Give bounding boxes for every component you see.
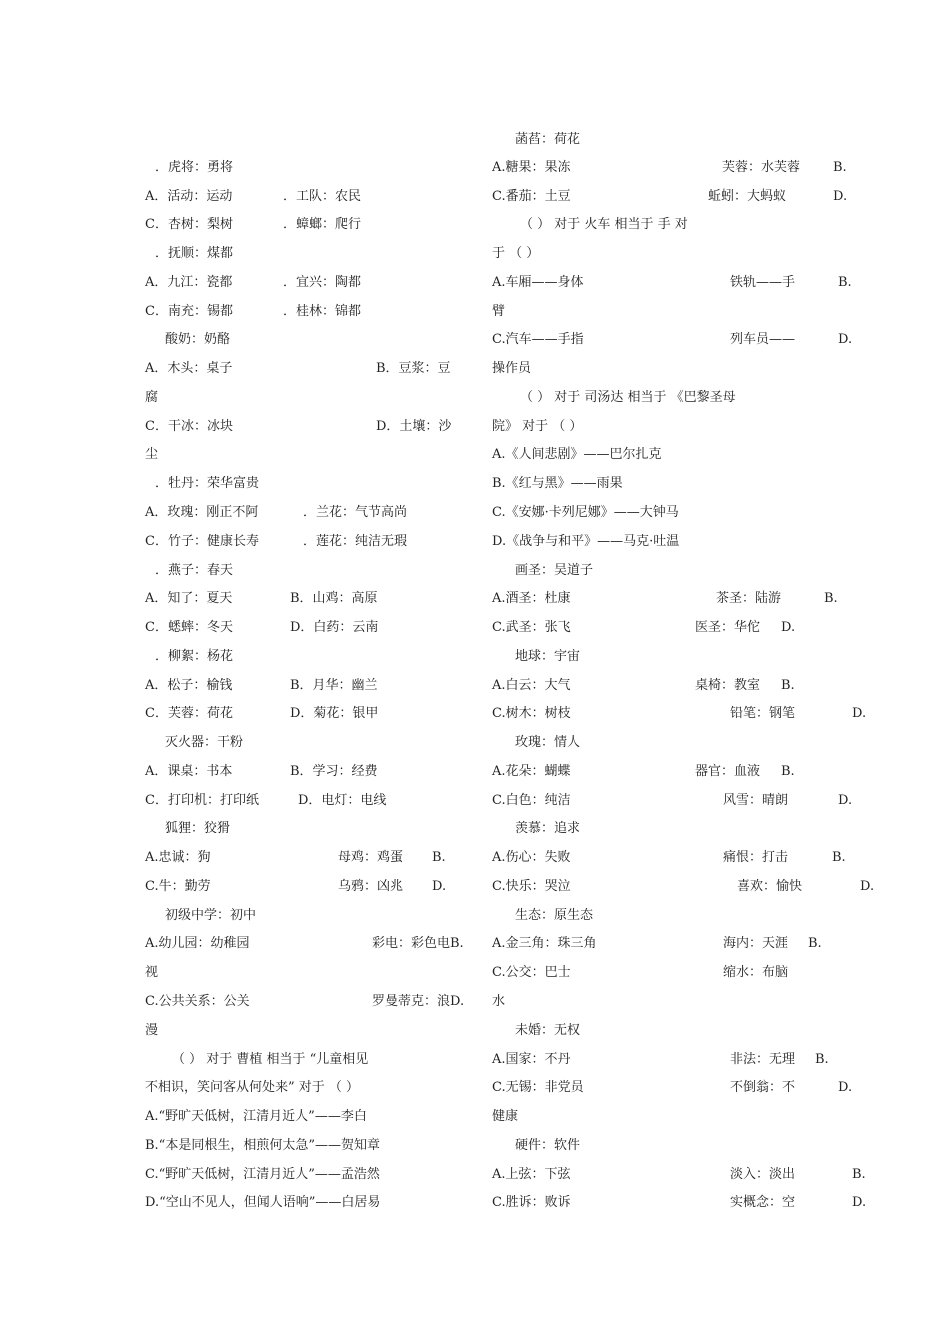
left-col-text-line: 狐狸：狡猾 bbox=[165, 821, 231, 836]
right-col-option-d: D. bbox=[852, 1195, 867, 1210]
right-col-option-a: A.车厢——身体 bbox=[492, 275, 584, 290]
right-col-text-line: 列车员—— bbox=[730, 332, 796, 347]
right-col-text-line: 臂 bbox=[492, 304, 506, 319]
left-col-text-line: 初级中学：初中 bbox=[165, 908, 257, 923]
left-col-option-a: A．活动：运动 bbox=[145, 189, 233, 204]
right-col-text-line: 芙蓉：水芙蓉 bbox=[722, 160, 801, 175]
left-col-option-b: B．月华：幽兰 bbox=[290, 678, 378, 693]
left-col-text-line: ．牡丹：荣华富贵 bbox=[155, 476, 260, 491]
right-col-text-line: 铅笔：钢笔 bbox=[730, 706, 796, 721]
right-col-text-line: 医圣：华佗 bbox=[695, 620, 761, 635]
right-col-option-b: B. bbox=[824, 591, 838, 606]
right-col-text-line: 茶圣：陆游 bbox=[716, 591, 782, 606]
right-col-option-d: D. bbox=[852, 706, 867, 721]
left-col-text-line: ．工队：农民 bbox=[283, 189, 362, 204]
right-col-option-c: C.汽车——手指 bbox=[492, 332, 584, 347]
left-col-option-a: A．九江：瓷都 bbox=[145, 275, 233, 290]
left-col-text-line: 尘 bbox=[145, 447, 159, 462]
right-col-text-line: 蚯蚓：大蚂蚁 bbox=[708, 189, 787, 204]
left-col-text-line: ．宜兴：陶都 bbox=[283, 275, 362, 290]
left-col-text-line: 腐 bbox=[145, 390, 159, 405]
right-col-text-line: 非法：无理 bbox=[730, 1052, 796, 1067]
left-col-option-b: B．豆浆：豆 bbox=[376, 361, 451, 376]
right-col-text-line: 羡慕：追求 bbox=[515, 821, 581, 836]
right-col-option-a: A.花朵：蝴蝶 bbox=[492, 764, 571, 779]
left-col-text-line: 彩电：彩色电B. bbox=[372, 936, 464, 951]
left-col-option-c: C．蟋蟀：冬天 bbox=[145, 620, 233, 635]
left-col-option-a: A．课桌：书本 bbox=[145, 764, 233, 779]
right-col-text-line: 缩水：布脑 bbox=[723, 965, 789, 980]
right-col-option-b: B. bbox=[808, 936, 822, 951]
left-col-option-d: D．土壤：沙 bbox=[376, 419, 452, 434]
right-col-text-line: 玫瑰：情人 bbox=[515, 735, 581, 750]
left-col-option-c: C．芙蓉：荷花 bbox=[145, 706, 233, 721]
right-col-text-line: 喜欢：愉快 bbox=[737, 879, 803, 894]
right-col-text-line: 实概念：空 bbox=[730, 1195, 796, 1210]
left-col-text-line: 乌鸦：凶兆 bbox=[338, 879, 404, 894]
right-col-text-line: 海内：天涯 bbox=[723, 936, 789, 951]
right-col-option-c: C.快乐：哭泣 bbox=[492, 879, 571, 894]
left-col-option-b: B．山鸡：高原 bbox=[290, 591, 378, 606]
left-col-option-c: C．杏树：梨树 bbox=[145, 217, 233, 232]
right-col-text-line: 风雪：晴朗 bbox=[723, 793, 789, 808]
right-col-option-c: C.无锡：非党员 bbox=[492, 1080, 584, 1095]
right-col-text-line: 未婚：无权 bbox=[515, 1023, 581, 1038]
right-col-option-a: A.伤心：失败 bbox=[492, 850, 571, 865]
left-col-text-line: ．兰花：气节高尚 bbox=[303, 505, 408, 520]
right-col-option-d: D. bbox=[838, 332, 853, 347]
left-col-option-c: C．南充：锡都 bbox=[145, 304, 233, 319]
right-col-option-a: A.国家：不丹 bbox=[492, 1052, 571, 1067]
right-col-option-c: C.公交：巴士 bbox=[492, 965, 571, 980]
left-col-text-line: 母鸡：鸡蛋 bbox=[338, 850, 404, 865]
left-col-text-line: ．柳絮：杨花 bbox=[155, 649, 234, 664]
left-col-option-d: D. bbox=[432, 879, 447, 894]
left-col-text-line: ．燕子：春天 bbox=[155, 563, 234, 578]
left-col-option-b: B.“本是同根生，相煎何太急”——贺知章 bbox=[145, 1138, 380, 1153]
right-col-text-line: 硬件：软件 bbox=[515, 1138, 581, 1153]
left-col-text-line: 酸奶：奶酪 bbox=[165, 332, 231, 347]
right-col-option-c: C.白色：纯洁 bbox=[492, 793, 571, 808]
right-col-option-a: A.上弦：下弦 bbox=[492, 1167, 571, 1182]
left-col-option-a: A.幼儿园：幼稚园 bbox=[145, 936, 250, 951]
right-col-text-line: 器官：血液 bbox=[695, 764, 761, 779]
right-col-text-line: 不倒翁：不 bbox=[730, 1080, 796, 1095]
right-col-text-line: 生态：原生态 bbox=[515, 908, 594, 923]
right-col-option-c: C.胜诉：败诉 bbox=[492, 1195, 571, 1210]
right-col-option-b: B. bbox=[838, 275, 852, 290]
left-col-text-line: ．虎将：勇将 bbox=[155, 160, 234, 175]
right-col-option-d: D. bbox=[838, 793, 853, 808]
right-col-text-line: 铁轨——手 bbox=[730, 275, 796, 290]
right-col-option-d: D. bbox=[838, 1080, 853, 1095]
left-col-text-line: ．蟑螂：爬行 bbox=[283, 217, 362, 232]
right-col-option-a: A.《人间悲剧》——巴尔扎克 bbox=[492, 447, 662, 462]
left-col-option-c: C．打印机：打印纸 bbox=[145, 793, 259, 808]
right-col-text-line: 健康 bbox=[492, 1109, 519, 1124]
right-col-option-d: D. bbox=[833, 189, 848, 204]
left-col-option-c: C．竹子：健康长寿 bbox=[145, 534, 259, 549]
left-col-option-a: A．松子：榆钱 bbox=[145, 678, 233, 693]
left-col-option-b: B. bbox=[432, 850, 446, 865]
left-col-text-line: ．桂林：锦都 bbox=[283, 304, 362, 319]
right-col-option-c: C.番茄：土豆 bbox=[492, 189, 571, 204]
left-col-text-line: 漫 bbox=[145, 1023, 159, 1038]
right-col-option-b: B. bbox=[781, 764, 795, 779]
right-col-option-d: D. bbox=[860, 879, 875, 894]
right-col-option-d: D.《战争与和平》——马克·吐温 bbox=[492, 534, 680, 549]
left-col-option-d: D．菊花：银甲 bbox=[290, 706, 379, 721]
right-col-text-line: 水 bbox=[492, 994, 506, 1009]
left-col-text-line: ．抚顺：煤都 bbox=[155, 246, 234, 261]
right-col-option-b: B. bbox=[852, 1167, 866, 1182]
left-col-text-line: （ ） 对于 曹植 相当于 “儿童相见 bbox=[172, 1052, 369, 1067]
right-col-option-a: A.白云：大气 bbox=[492, 678, 571, 693]
right-col-text-line: 痛恨：打击 bbox=[723, 850, 789, 865]
right-col-text-line: （ ） 对于 火车 相当于 手 对 bbox=[520, 217, 688, 232]
left-col-option-d: D．电灯：电线 bbox=[298, 793, 387, 808]
right-col-text-line: （ ） 对于 司汤达 相当于 《巴黎圣母 bbox=[520, 390, 736, 405]
left-col-option-a: A．玫瑰：刚正不阿 bbox=[145, 505, 259, 520]
left-col-option-c: C.牛：勤劳 bbox=[145, 879, 211, 894]
left-col-option-b: B．学习：经费 bbox=[290, 764, 378, 779]
left-col-option-c: C．干冰：冰块 bbox=[145, 419, 233, 434]
right-col-text-line: 淡入：淡出 bbox=[730, 1167, 796, 1182]
right-col-text-line: 菡萏：荷花 bbox=[515, 132, 581, 147]
left-col-option-a: A．木头：桌子 bbox=[145, 361, 233, 376]
right-col-option-b: B. bbox=[832, 850, 846, 865]
right-col-text-line: 院》 对于 （ ） bbox=[492, 419, 583, 434]
right-col-text-line: 于 （ ） bbox=[492, 246, 540, 261]
left-col-option-c: C.“野旷天低树，江清月近人”——孟浩然 bbox=[145, 1167, 380, 1182]
left-col-option-a: A.“野旷天低树，江清月近人”——李白 bbox=[145, 1109, 367, 1124]
right-col-text-line: 画圣：吴道子 bbox=[515, 563, 594, 578]
right-col-option-c: C.《安娜·卡列尼娜》——大钟马 bbox=[492, 505, 679, 520]
right-col-option-b: B. bbox=[833, 160, 847, 175]
left-col-option-d: D．白药：云南 bbox=[290, 620, 379, 635]
left-col-text-line: 灭火器：干粉 bbox=[165, 735, 244, 750]
right-col-option-c: C.武圣：张飞 bbox=[492, 620, 571, 635]
right-col-option-b: B. bbox=[781, 678, 795, 693]
left-col-text-line: 视 bbox=[145, 965, 159, 980]
right-col-option-b: B. bbox=[815, 1052, 829, 1067]
left-col-text-line: 罗曼蒂克：浪D. bbox=[372, 994, 465, 1009]
left-col-option-d: D.“空山不见人，但闻人语响”——白居易 bbox=[145, 1195, 381, 1210]
right-col-option-d: D. bbox=[781, 620, 796, 635]
right-col-text-line: 操作员 bbox=[492, 361, 532, 376]
left-col-text-line: ．莲花：纯洁无瑕 bbox=[303, 534, 408, 549]
left-col-option-c: C.公共关系：公关 bbox=[145, 994, 250, 1009]
right-col-option-a: A.糖果：果冻 bbox=[492, 160, 571, 175]
right-col-option-a: A.金三角：珠三角 bbox=[492, 936, 597, 951]
right-col-option-b: B.《红与黑》——雨果 bbox=[492, 476, 623, 491]
right-col-option-c: C.树木：树枝 bbox=[492, 706, 571, 721]
right-col-option-a: A.酒圣：杜康 bbox=[492, 591, 571, 606]
right-col-text-line: 地球：宇宙 bbox=[515, 649, 581, 664]
right-col-text-line: 桌椅：教室 bbox=[695, 678, 761, 693]
left-col-option-a: A.忠诚：狗 bbox=[145, 850, 211, 865]
left-col-option-a: A．知了：夏天 bbox=[145, 591, 233, 606]
left-col-text-line: 不相识，笑问客从何处来” 对于 （ ） bbox=[145, 1080, 360, 1095]
